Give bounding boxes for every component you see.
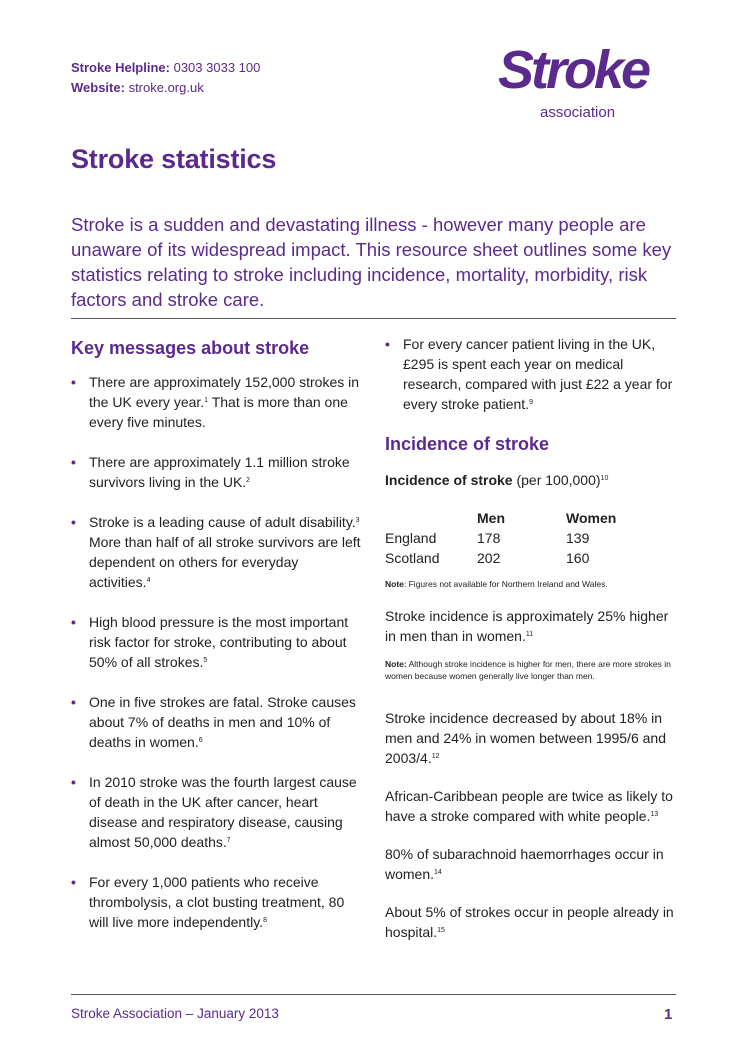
key-messages-list xyxy=(71,372,361,932)
table-row xyxy=(385,528,666,548)
table-caption xyxy=(385,470,677,490)
list-item xyxy=(71,872,361,932)
incidence-table xyxy=(385,508,666,568)
note-label: Note: xyxy=(385,659,407,669)
footnote-ref: 8 xyxy=(263,917,267,924)
footnote-ref: 13 xyxy=(650,811,659,818)
table-header: Women xyxy=(566,510,617,526)
list-item xyxy=(71,512,361,592)
top-divider xyxy=(71,318,676,319)
footnote-ref: 12 xyxy=(431,753,440,760)
list-item xyxy=(71,772,361,852)
footnote-ref: 7 xyxy=(226,837,231,844)
paragraph-text: African-Caribbean people are twice as likely to have a stroke compared with white people. xyxy=(385,788,673,824)
incidence-heading: Incidence of stroke xyxy=(385,434,550,454)
table-cell: 202 xyxy=(477,550,501,566)
helpline-line xyxy=(71,58,260,78)
page-title: Stroke statistics xyxy=(71,144,277,174)
item-text: There are approximately 152,000 strokes in the UK every year. xyxy=(89,374,360,410)
incidence-paragraph xyxy=(385,902,677,942)
footnote-ref: 14 xyxy=(434,869,442,876)
footnote-ref: 6 xyxy=(198,737,203,744)
bullet-icon: • xyxy=(71,514,76,530)
page-number: 1 xyxy=(664,1006,673,1023)
item-text: More than half of all stroke survivors are left dependent on others for everyday activities. xyxy=(89,534,361,590)
bullet-icon: • xyxy=(71,614,76,630)
item-text: One in five strokes are fatal. Stroke causes about 7% of deaths in men and 10% of deaths in women. xyxy=(89,694,356,750)
item-text: Stroke is a leading cause of adult disability. xyxy=(89,514,356,530)
website-line xyxy=(71,78,260,98)
bullet-icon: • xyxy=(71,454,76,470)
incidence-paragraph xyxy=(385,844,677,884)
contact-info xyxy=(71,58,260,98)
gender-note xyxy=(385,658,677,682)
bullet-icon: • xyxy=(385,336,390,352)
bullet-icon: • xyxy=(71,374,76,390)
caption-rest: (per 100,000) xyxy=(512,472,601,488)
note-text: : Figures not available for Northern Ireland and Wales. xyxy=(403,579,608,589)
bottom-divider xyxy=(71,994,676,995)
logo-subtitle: association xyxy=(540,104,616,121)
note-label: Note xyxy=(385,579,404,589)
intro-paragraph: Stroke is a sudden and devastating illness - however many people are unaware of its widespread impact. This resource sheet outlines some key statistics relating to stroke including incidence, mortality, morbidity, risk factors and stroke care. xyxy=(71,214,672,310)
item-text: High blood pressure is the most important risk factor for stroke, contributing to about 50% of all strokes. xyxy=(89,614,349,670)
item-text: For every cancer patient living in the UK, £295 is spent each year on medical research, compared with just £22 a year for every stroke patient. xyxy=(403,336,673,412)
paragraph-text: About 5% of strokes occur in people already in hospital. xyxy=(385,904,674,940)
key-messages-list-continued xyxy=(385,334,677,414)
table-cell: 178 xyxy=(477,530,501,546)
logo-wordmark: Stroke xyxy=(498,40,649,100)
stroke-association-logo xyxy=(496,36,678,122)
table-header: Men xyxy=(477,510,505,526)
footnote-ref: 2 xyxy=(246,477,251,484)
footnote-ref: 4 xyxy=(146,577,151,584)
website-label: Website: xyxy=(71,80,125,95)
footnote-ref: 10 xyxy=(600,475,609,482)
logo-graphic xyxy=(496,36,678,122)
table-header-row xyxy=(385,508,666,528)
item-text: There are approximately 1.1 million stroke survivors living in the UK. xyxy=(89,454,350,490)
right-column xyxy=(385,334,677,960)
footnote-ref: 15 xyxy=(437,927,445,934)
table-note xyxy=(385,578,677,590)
paragraph-text: Stroke incidence is approximately 25% higher in men than in women. xyxy=(385,608,669,644)
footnote-ref: 5 xyxy=(203,657,208,664)
list-item xyxy=(71,452,361,492)
table-header xyxy=(385,508,477,528)
incidence-paragraph xyxy=(385,786,677,826)
item-text: That is more than one every five minutes. xyxy=(89,394,348,430)
bullet-icon: • xyxy=(71,874,76,890)
footnote-ref: 1 xyxy=(204,397,209,404)
footnote-ref: 11 xyxy=(525,631,534,638)
table-cell: 160 xyxy=(566,550,590,566)
item-text: For every 1,000 patients who receive thrombolysis, a clot busting treatment, 80 will live more independently. xyxy=(89,874,345,930)
key-messages-heading: Key messages about stroke xyxy=(71,338,310,358)
helpline-label: Stroke Helpline: xyxy=(71,60,170,75)
footer-text: Stroke Association – January 2013 xyxy=(71,1006,279,1021)
table-cell: 139 xyxy=(566,530,590,546)
caption-bold: Incidence of stroke xyxy=(385,472,513,488)
list-item xyxy=(71,612,361,672)
bullet-icon: • xyxy=(71,774,76,790)
footnote-ref: 9 xyxy=(529,399,533,406)
paragraph-text: Stroke incidence decreased by about 18% in men and 24% in women between 1995/6 and 2003/4. xyxy=(385,710,666,766)
table-cell: Scotland xyxy=(385,550,440,566)
table-cell: England xyxy=(385,530,437,546)
list-item xyxy=(71,692,361,752)
bullet-icon: • xyxy=(71,694,76,710)
left-column xyxy=(71,334,361,952)
paragraph-text: 80% of subarachnoid haemorrhages occur in women. xyxy=(385,846,664,882)
website-link[interactable]: stroke.org.uk xyxy=(128,80,204,95)
item-text: In 2010 stroke was the fourth largest cause of death in the UK after cancer, heart disease and respiratory disease, causing almost 50,000 deaths. xyxy=(89,774,357,850)
helpline-number[interactable]: 0303 3033 100 xyxy=(173,60,261,75)
footnote-ref: 3 xyxy=(355,517,360,524)
list-item xyxy=(71,372,361,432)
incidence-paragraph xyxy=(385,606,677,646)
incidence-paragraph xyxy=(385,708,677,768)
list-item xyxy=(385,334,677,414)
note-text: Although stroke incidence is higher for men, there are more strokes in women because women generally live longer than men. xyxy=(385,659,671,681)
table-row xyxy=(385,548,666,568)
